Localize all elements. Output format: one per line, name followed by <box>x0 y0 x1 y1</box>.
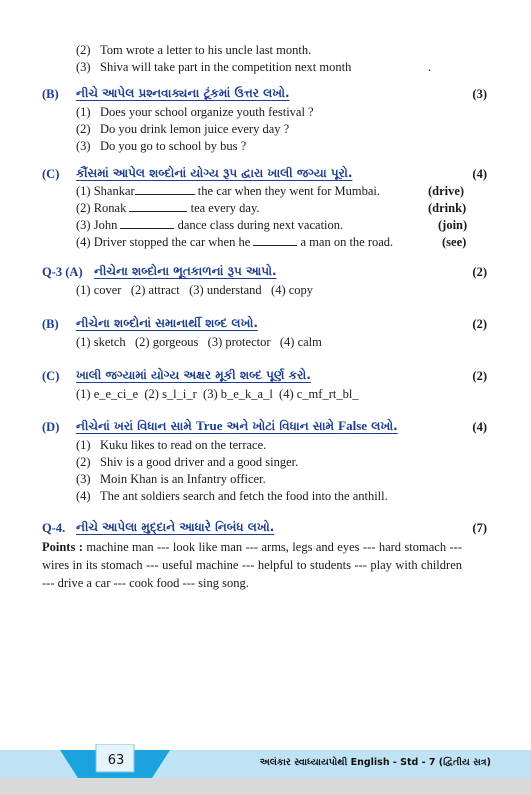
page-number: 63 <box>107 753 125 768</box>
verb-hint: (drink) <box>428 201 467 215</box>
section-title: નીચેના શબ્દોનાં સમાનાર્થી શબ્દ લખો. <box>76 316 258 330</box>
list-item: (3) Moin Khan is an Infantry officer. <box>76 472 266 486</box>
section-label: (C) <box>42 167 60 181</box>
list-item: (2) Do you drink lemon juice every day ? <box>76 122 290 136</box>
verb-hint: (see) <box>442 235 467 249</box>
section-label: (B) <box>42 87 59 101</box>
blank-line <box>253 235 297 246</box>
list-item: (4) The ant soldiers search and fetch the food into the anthill. <box>76 489 388 503</box>
list-item: (1) Does your school organize youth festival ? <box>76 105 314 119</box>
blank-line <box>129 201 187 212</box>
verb-hint: (join) <box>438 218 468 232</box>
section-title: નીચેનાં ખરાં વિધાન સામે True અને ખોટાં વિધાન સામે False લખો. <box>76 418 398 433</box>
list-item: (2) Tom wrote a letter to his uncle last month. <box>76 43 312 57</box>
blank-line <box>135 184 195 195</box>
fill-blank-item: (3) John dance class during next vacation. <box>76 218 344 232</box>
section-label: (B) <box>42 317 59 331</box>
section-title: નીચે આપેલ પ્રશ્નવાક્યના ટૂંકમાં ઉત્તર લખો. <box>76 86 290 100</box>
question-label: Q-4. <box>42 521 66 535</box>
list-item: (1) Kuku likes to read on the terrace. <box>76 438 267 452</box>
points-label: Points : <box>42 540 83 554</box>
marks-badge: (7) <box>472 521 487 535</box>
book-title: અલંકાર સ્વાધ્યાયપોથી English - Std - 7 (દ્વિતીય સત્ર) <box>259 757 491 768</box>
points-text: machine man --- look like man --- arms, legs and eyes --- hard stomach --- wires in its stomach --- useful machine --- helpful to students --- play with children --- drive a car --- cook food --- sing song. <box>42 540 462 590</box>
section-label: (C) <box>42 369 60 383</box>
verb-hint: (drive) <box>428 184 465 198</box>
word-list: (1) cover (2) attract (3) understand (4) copy <box>76 283 314 297</box>
marks-badge: (2) <box>472 265 487 279</box>
marks-badge: (2) <box>472 317 487 331</box>
section-label: (D) <box>42 420 60 434</box>
section-title: કૌંસમાં આપેલ શબ્દોનાં યોગ્ય રૂપ દ્વારા ખાલી જગ્યા પૂરો. <box>76 166 353 180</box>
list-item: (3) Shiva will take part in the competition next month <box>76 60 352 74</box>
blank-line <box>120 218 174 229</box>
trailing-dot: . <box>428 60 432 74</box>
list-item: (3) Do you go to school by bus ? <box>76 139 247 153</box>
fill-blank-item: (2) Ronak tea every day. <box>76 201 260 215</box>
word-list: (1) sketch (2) gorgeous (3) protector (4) calm <box>76 335 322 349</box>
section-title: ખાલી જગ્યામાં યોગ્ય અક્ષર મૂકી શબ્દ પૂર્ણ કરો. <box>76 368 311 382</box>
marks-badge: (4) <box>472 167 487 181</box>
word-list: (1) e_e_ci_e (2) s_l_i_r (3) b_e_k_a_l (4) c_mf_rt_bl_ <box>76 387 359 401</box>
marks-badge: (4) <box>472 420 487 434</box>
section-title: નીચે આપેલા મુદ્દાને આધારે નિબંધ લખો. <box>76 520 275 534</box>
fill-blank-item: (4) Driver stopped the car when he a man on the road. <box>76 235 394 249</box>
question-label: Q-3 (A) <box>42 265 83 279</box>
marks-badge: (3) <box>472 87 487 101</box>
section-title: નીચેના શબ્દોના ભૂતકાળનાં રૂપ આપો. <box>94 264 277 278</box>
fill-blank-item: (1) Shankar the car when they went for Mumbai. <box>76 184 381 198</box>
essay-points <box>42 538 462 592</box>
marks-badge: (2) <box>472 369 487 383</box>
list-item: (2) Shiv is a good driver and a good singer. <box>76 455 299 469</box>
footer-strip <box>0 778 531 795</box>
